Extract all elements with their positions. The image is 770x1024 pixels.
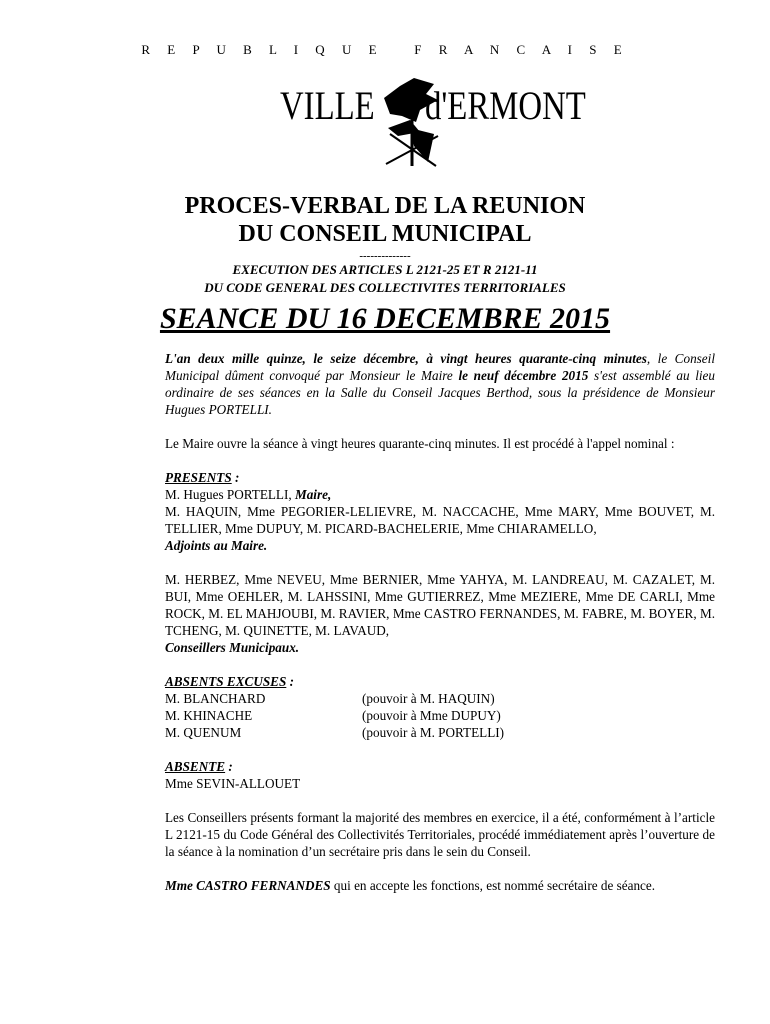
absents-section: ABSENTS EXCUSES : bbox=[165, 674, 295, 689]
absents-heading: ABSENTS EXCUSES bbox=[165, 674, 287, 689]
document-body bbox=[165, 350, 715, 894]
presents-section: PRESENTS : bbox=[165, 470, 240, 485]
maire-line: M. Hugues PORTELLI, Maire, bbox=[165, 487, 332, 502]
conseillers-list: M. HERBEZ, Mme NEVEU, Mme BERNIER, Mme YAHYA, M. LANDREAU, M. CAZALET, M. BUI, Mme OEHLER, M. LAHSSINI, Mme GUTIERREZ, Mme MEZIERE, Mme DE CARLI, Mme ROCK, M. EL MAHJOUBI, M. RAVIER, Mme CASTRO FERNANDES, M. FABRE, M. BOYER, M. TCHENG, M. QUINETTE, M. LAVAUD, bbox=[165, 572, 715, 638]
adjoints-label: Adjoints au Maire. bbox=[165, 538, 268, 553]
logo-word-ermont: d'ERMONT bbox=[425, 83, 586, 128]
logo-word-ville: VILLE bbox=[280, 83, 375, 128]
quorum-paragraph: Les Conseillers présents formant la majorité des membres en exercice, il a été, conformément à l’article L 2121-15 du Code Général des Collectivités Territoriales, procédé immédiatement après l’ouverture de la séance à la nomination d’un secrétaire pris dans le sein du Conseil. bbox=[165, 810, 715, 859]
intro-paragraph: L'an deux mille quinze, le seize décembre, à vingt heures quarante-cinq minutes, le Conseil Municipal dûment convoqué par Monsieur le Maire le neuf décembre 2015 s'est assemblé au lieu ordinaire de ses séances en la Salle du Conseil Jacques Berthod, sous la présidence de Monsieur Hugues PORTELLI. bbox=[165, 351, 715, 417]
execution-articles-line1: EXECUTION DES ARTICLES L 2121-25 ET R 2121-11 bbox=[232, 262, 538, 277]
absente-heading: ABSENTE bbox=[165, 759, 226, 774]
absent-row: M. KHINACHE (pouvoir à Mme DUPUY) bbox=[165, 708, 501, 723]
adjoints-list: M. HAQUIN, Mme PEGORIER-LELIEVRE, M. NACCACHE, Mme MARY, Mme BOUVET, M. TELLIER, Mme DUPUY, M. PICARD-BACHELERIE, Mme CHIARAMELLO, bbox=[165, 504, 715, 536]
ville-ermont-logo bbox=[280, 76, 600, 172]
secretary-paragraph: Mme CASTRO FERNANDES qui en accepte les fonctions, est nommé secrétaire de séance. bbox=[165, 878, 656, 893]
absente-section: ABSENTE : bbox=[165, 759, 233, 774]
document-title-line1: PROCES-VERBAL DE LA REUNION bbox=[184, 193, 586, 219]
opening-paragraph: Le Maire ouvre la séance à vingt heures quarante-cinq minutes. Il est procédé à l'appel nominal : bbox=[165, 436, 675, 451]
absent-row: M. BLANCHARD (pouvoir à M. HAQUIN) bbox=[165, 691, 495, 706]
absente-name: Mme SEVIN-ALLOUET bbox=[165, 776, 301, 791]
conseillers-label: Conseillers Municipaux. bbox=[165, 640, 300, 655]
seance-date-heading: SEANCE DU 16 DECEMBRE 2015 bbox=[159, 302, 611, 335]
document-title-line2: DU CONSEIL MUNICIPAL bbox=[238, 221, 532, 247]
title-separator: -------------- bbox=[359, 250, 411, 262]
execution-articles-line2: DU CODE GENERAL DES COLLECTIVITES TERRITORIALES bbox=[204, 280, 566, 295]
presents-heading: PRESENTS bbox=[165, 470, 232, 485]
absent-row: M. QUENUM (pouvoir à M. PORTELLI) bbox=[165, 725, 505, 740]
republic-header: R E P U B L I Q U E F R A N C A I S E bbox=[141, 42, 629, 57]
